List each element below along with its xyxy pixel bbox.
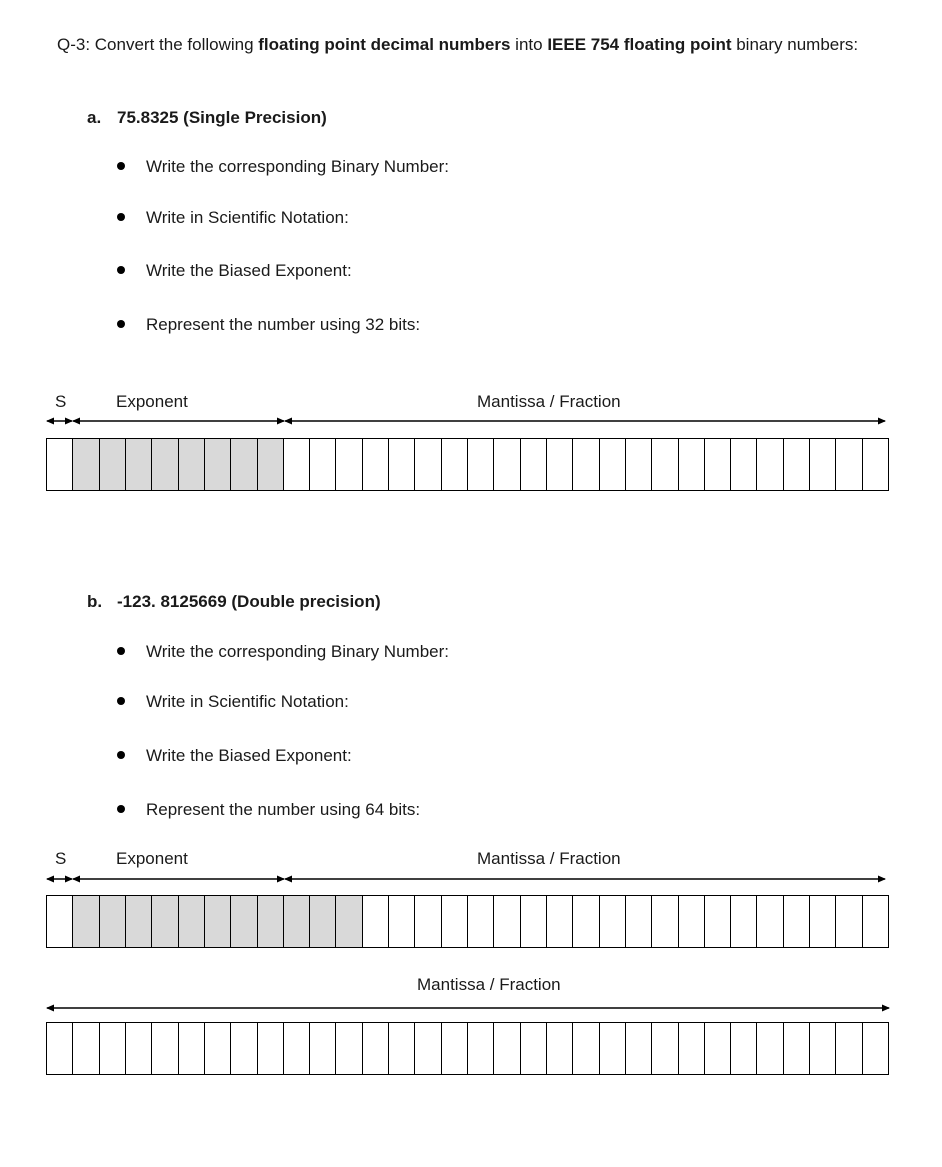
- mantissa-bit-cell[interactable]: [863, 439, 889, 490]
- bullet-dot-icon: [117, 697, 125, 705]
- exponent-bit-cell[interactable]: [73, 896, 99, 947]
- mantissa-bit-cell[interactable]: [336, 439, 362, 490]
- part-b-letter: b.: [87, 592, 103, 611]
- exponent-bit-cell[interactable]: [179, 439, 205, 490]
- exponent-bit-cell[interactable]: [100, 896, 126, 947]
- mantissa-bit-cell[interactable]: [705, 439, 731, 490]
- mantissa-bit-cell[interactable]: [731, 1023, 757, 1074]
- bullet-text: Write in Scientific Notation:: [146, 692, 349, 711]
- mantissa-bit-cell[interactable]: [547, 439, 573, 490]
- bullet-text: Represent the number using 32 bits:: [146, 315, 421, 334]
- bullet-text: Write the corresponding Binary Number:: [146, 642, 449, 661]
- mantissa-bit-cell[interactable]: [863, 896, 889, 947]
- question-prefix: Q-3: Convert the following: [57, 35, 259, 54]
- exponent-bit-cell[interactable]: [73, 439, 99, 490]
- part-a-exponent-label: Exponent: [116, 392, 188, 411]
- part-b-heading: -123. 8125669 (Double precision): [117, 592, 381, 611]
- part-b-bit-row-1: [46, 895, 889, 948]
- mantissa-bit-cell[interactable]: [468, 896, 494, 947]
- mantissa-bit-cell[interactable]: [442, 896, 468, 947]
- mantissa-bit-cell[interactable]: [810, 439, 836, 490]
- question-bold-1: floating point decimal numbers: [258, 35, 511, 54]
- mantissa-bit-cell[interactable]: [205, 1023, 231, 1074]
- mantissa-bit-cell[interactable]: [757, 439, 783, 490]
- mantissa-bit-cell[interactable]: [705, 896, 731, 947]
- mantissa-bit-cell[interactable]: [731, 439, 757, 490]
- mantissa-bit-cell[interactable]: [152, 1023, 178, 1074]
- exponent-bit-cell[interactable]: [179, 896, 205, 947]
- mantissa-bit-cell[interactable]: [652, 1023, 678, 1074]
- exponent-bit-cell[interactable]: [100, 439, 126, 490]
- question-suffix: binary numbers:: [731, 35, 859, 54]
- mantissa-bit-cell[interactable]: [521, 439, 547, 490]
- mantissa-bit-cell[interactable]: [468, 1023, 494, 1074]
- mantissa-bit-cell[interactable]: [179, 1023, 205, 1074]
- mantissa-bit-cell[interactable]: [442, 1023, 468, 1074]
- mantissa-bit-cell[interactable]: [626, 1023, 652, 1074]
- mantissa-bit-cell[interactable]: [521, 1023, 547, 1074]
- mantissa-bit-cell[interactable]: [679, 1023, 705, 1074]
- exponent-bit-cell[interactable]: [258, 439, 284, 490]
- mantissa-bit-cell[interactable]: [126, 1023, 152, 1074]
- part-b-mantissa-2-label: Mantissa / Fraction: [417, 975, 561, 994]
- exponent-bit-cell[interactable]: [284, 896, 310, 947]
- mantissa-bit-cell[interactable]: [494, 439, 520, 490]
- exponent-bit-cell[interactable]: [310, 896, 336, 947]
- exponent-bit-cell[interactable]: [152, 896, 178, 947]
- mantissa-bit-cell[interactable]: [626, 896, 652, 947]
- part-b-exponent-label: Exponent: [116, 849, 188, 868]
- mantissa-bit-cell[interactable]: [863, 1023, 889, 1074]
- bullet-dot-icon: [117, 647, 125, 655]
- exponent-bit-cell[interactable]: [126, 896, 152, 947]
- exponent-bit-cell[interactable]: [258, 896, 284, 947]
- bullet-text: Write in Scientific Notation:: [146, 208, 349, 227]
- mantissa-bit-cell[interactable]: [573, 1023, 599, 1074]
- mantissa-bit-cell[interactable]: [100, 1023, 126, 1074]
- mantissa-bit-cell[interactable]: [468, 439, 494, 490]
- mantissa-bit-cell[interactable]: [652, 896, 678, 947]
- mantissa-bit-cell[interactable]: [415, 439, 441, 490]
- mantissa-bit-cell[interactable]: [810, 896, 836, 947]
- bullet-text: Write the corresponding Binary Number:: [146, 157, 449, 176]
- exponent-bit-cell[interactable]: [231, 439, 257, 490]
- mantissa-bit-cell[interactable]: [810, 1023, 836, 1074]
- question-bold-2: IEEE 754 floating point: [547, 35, 732, 54]
- mantissa-bit-cell[interactable]: [626, 439, 652, 490]
- part-a-heading: 75.8325 (Single Precision): [117, 108, 327, 127]
- mantissa-bit-cell[interactable]: [494, 1023, 520, 1074]
- bullet-dot-icon: [117, 805, 125, 813]
- mantissa-bit-cell[interactable]: [836, 1023, 862, 1074]
- mantissa-bit-cell[interactable]: [310, 439, 336, 490]
- mantissa-bit-cell[interactable]: [836, 896, 862, 947]
- mantissa-bit-cell[interactable]: [731, 896, 757, 947]
- part-a-letter: a.: [87, 108, 102, 127]
- mantissa-bit-cell[interactable]: [415, 1023, 441, 1074]
- bullet-dot-icon: [117, 751, 125, 759]
- mantissa-bit-cell[interactable]: [284, 1023, 310, 1074]
- exponent-bit-cell[interactable]: [126, 439, 152, 490]
- part-a-sign-label: S: [55, 392, 67, 411]
- part-a-mantissa-label: Mantissa / Fraction: [477, 392, 621, 411]
- exponent-bit-cell[interactable]: [152, 439, 178, 490]
- mantissa-bit-cell[interactable]: [652, 439, 678, 490]
- mantissa-bit-cell[interactable]: [573, 439, 599, 490]
- part-b-bullet-2: [117, 692, 349, 712]
- bullet-text: Write the Biased Exponent:: [146, 746, 352, 765]
- mantissa-bit-cell[interactable]: [363, 1023, 389, 1074]
- mantissa-bit-cell[interactable]: [757, 1023, 783, 1074]
- part-b-title: [87, 592, 381, 612]
- sign-bit-cell[interactable]: [47, 896, 73, 947]
- question-mid: into: [510, 35, 548, 54]
- exponent-bit-cell[interactable]: [205, 439, 231, 490]
- bullet-text: Represent the number using 64 bits:: [146, 800, 421, 819]
- mantissa-bit-cell[interactable]: [600, 896, 626, 947]
- mantissa-bit-cell[interactable]: [494, 896, 520, 947]
- mantissa-bit-cell[interactable]: [784, 439, 810, 490]
- mantissa-bit-cell[interactable]: [310, 1023, 336, 1074]
- mantissa-bit-cell[interactable]: [521, 896, 547, 947]
- part-b-bullet-1: [117, 642, 449, 662]
- mantissa-bit-cell[interactable]: [836, 439, 862, 490]
- mantissa-bit-cell[interactable]: [679, 439, 705, 490]
- part-b-sign-label: S: [55, 849, 67, 868]
- part-b-bullet-4: [117, 800, 420, 820]
- mantissa-bit-cell[interactable]: [547, 896, 573, 947]
- exponent-bit-cell[interactable]: [231, 896, 257, 947]
- part-b-bullet-3: [117, 746, 352, 766]
- mantissa-bit-cell[interactable]: [389, 1023, 415, 1074]
- mantissa-bit-cell[interactable]: [363, 896, 389, 947]
- sign-bit-cell[interactable]: [47, 439, 73, 490]
- mantissa-bit-cell[interactable]: [547, 1023, 573, 1074]
- exponent-bit-cell[interactable]: [336, 896, 362, 947]
- sign-bit-cell[interactable]: [47, 1023, 73, 1074]
- mantissa-bit-cell[interactable]: [600, 439, 626, 490]
- mantissa-bit-cell[interactable]: [389, 896, 415, 947]
- mantissa-bit-cell[interactable]: [757, 896, 783, 947]
- mantissa-bit-cell[interactable]: [573, 896, 599, 947]
- mantissa-bit-cell[interactable]: [679, 896, 705, 947]
- mantissa-bit-cell[interactable]: [258, 1023, 284, 1074]
- mantissa-bit-cell[interactable]: [600, 1023, 626, 1074]
- mantissa-bit-cell[interactable]: [231, 1023, 257, 1074]
- mantissa-bit-cell[interactable]: [415, 896, 441, 947]
- mantissa-bit-cell[interactable]: [389, 439, 415, 490]
- mantissa-bit-cell[interactable]: [442, 439, 468, 490]
- bullet-text: Write the Biased Exponent:: [146, 261, 352, 280]
- mantissa-bit-cell[interactable]: [784, 1023, 810, 1074]
- mantissa-bit-cell[interactable]: [363, 439, 389, 490]
- part-b-mantissa-label: Mantissa / Fraction: [477, 849, 621, 868]
- mantissa-bit-cell[interactable]: [784, 896, 810, 947]
- part-a-bit-row: [46, 438, 889, 491]
- mantissa-bit-cell[interactable]: [284, 439, 310, 490]
- mantissa-bit-cell[interactable]: [705, 1023, 731, 1074]
- mantissa-bit-cell[interactable]: [336, 1023, 362, 1074]
- exponent-bit-cell[interactable]: [205, 896, 231, 947]
- mantissa-bit-cell[interactable]: [73, 1023, 99, 1074]
- part-b-bit-row-2: [46, 1022, 889, 1075]
